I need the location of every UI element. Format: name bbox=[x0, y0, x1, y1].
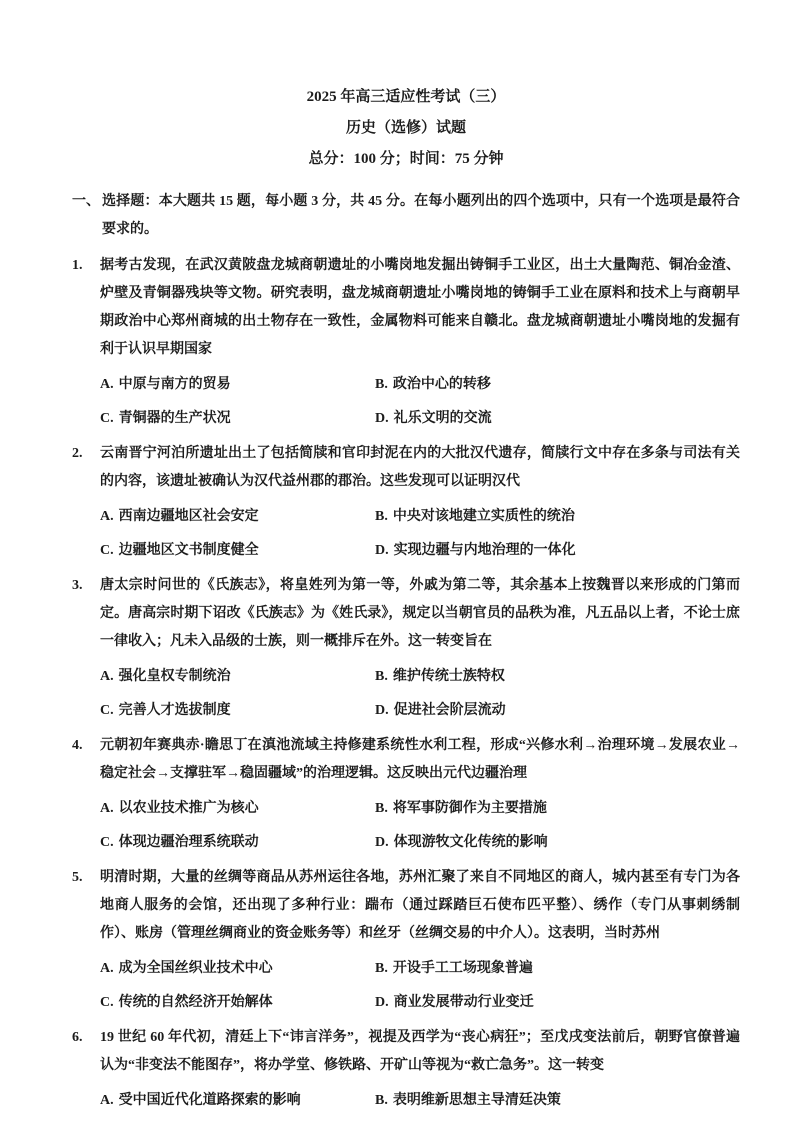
option-label: C. bbox=[100, 411, 114, 426]
question-1-number: 1. bbox=[72, 258, 83, 273]
option-label: B. bbox=[375, 509, 388, 524]
option-label: B. bbox=[375, 961, 388, 976]
question-4-option-a bbox=[100, 798, 375, 820]
option-label: D. bbox=[375, 995, 389, 1010]
option-label: D. bbox=[375, 835, 389, 850]
question-4-option-d bbox=[375, 832, 740, 854]
question-3-options bbox=[100, 666, 740, 722]
question-5-option-c bbox=[100, 992, 375, 1014]
section-intro-text: 选择题：本大题共 15 题，每小题 3 分，共 45 分。在每小题列出的四个选项中，只有一个选项是最符合要求的。 bbox=[102, 194, 740, 237]
option-text: 促进社会阶层流动 bbox=[393, 703, 506, 718]
question-5-option-d bbox=[375, 992, 740, 1014]
option-label: C. bbox=[100, 995, 114, 1010]
option-text: 实现边疆与内地治理的一体化 bbox=[393, 543, 576, 558]
question-4 bbox=[72, 732, 740, 854]
option-text: 青铜器的生产状况 bbox=[118, 411, 231, 426]
option-label: C. bbox=[100, 703, 114, 718]
question-1-option-a bbox=[100, 374, 375, 396]
question-6-stem: 19 世纪 60 年代初，清廷上下“讳言洋务”，视提及西学为“丧心病狂”；至戊戌变法前后，朝野官僚普遍认为“非变法不能图存”，将办学堂、修铁路、开矿山等视为“救亡急务”。这一转变 bbox=[100, 1030, 740, 1073]
question-3-option-d bbox=[375, 700, 740, 722]
question-1-stem: 据考古发现，在武汉黄陂盘龙城商朝遗址的小嘴岗地发掘出铸铜手工业区，出土大量陶范、铜冶金渣、炉壁及青铜器残块等文物。研究表明，盘龙城商朝遗址小嘴岗地的铸铜手工业在原料和技术上与商朝早期政治中心郑州商城的出土物存在一致性，金属物料可能来自赣北。盘龙城商朝遗址小嘴岗地的发掘有利于认识早期国家 bbox=[100, 258, 740, 357]
question-1-option-b bbox=[375, 374, 740, 396]
option-text: 开设手工工场现象普遍 bbox=[392, 961, 533, 976]
option-label: C. bbox=[100, 835, 114, 850]
option-label: A. bbox=[100, 961, 114, 976]
question-4-stem: 元朝初年赛典赤·瞻思丁在滇池流域主持修建系统性水利工程，形成“兴修水利→治理环境→发展农业→稳定社会→支撑驻军→稳固疆域”的治理逻辑。这反映出元代边疆治理 bbox=[100, 738, 740, 781]
section-intro bbox=[72, 188, 740, 244]
option-text: 西南边疆地区社会安定 bbox=[118, 509, 259, 524]
question-6-option-b bbox=[375, 1090, 740, 1112]
option-text: 以农业技术推广为核心 bbox=[118, 801, 259, 816]
question-4-option-b bbox=[375, 798, 740, 820]
option-text: 礼乐文明的交流 bbox=[393, 411, 492, 426]
option-text: 完善人才选拔制度 bbox=[118, 703, 231, 718]
question-2-options bbox=[100, 506, 740, 562]
option-label: B. bbox=[375, 377, 388, 392]
option-text: 体现游牧文化传统的影响 bbox=[393, 835, 548, 850]
question-3 bbox=[72, 572, 740, 722]
option-text: 将军事防御作为主要措施 bbox=[392, 801, 547, 816]
question-4-option-c bbox=[100, 832, 375, 854]
option-text: 受中国近代化道路探索的影响 bbox=[118, 1093, 301, 1108]
option-text: 商业发展带动行业变迁 bbox=[393, 995, 534, 1010]
option-text: 传统的自然经济开始解体 bbox=[118, 995, 273, 1010]
question-5 bbox=[72, 864, 740, 1014]
option-text: 维护传统士族特权 bbox=[392, 669, 505, 684]
exam-subtitle: 历史（选修）试题 bbox=[345, 120, 466, 136]
option-label: A. bbox=[100, 509, 114, 524]
question-2 bbox=[72, 440, 740, 562]
exam-title: 2025 年高三适应性考试（三） bbox=[306, 89, 506, 105]
question-6 bbox=[72, 1024, 740, 1112]
section-label: 一、 bbox=[72, 194, 100, 209]
question-3-number: 3. bbox=[72, 578, 83, 593]
question-2-stem: 云南晋宁河泊所遗址出土了包括简牍和官印封泥在内的大批汉代遗存，简牍行文中存在多条与司法有关的内容，该遗址被确认为汉代益州郡的郡治。这些发现可以证明汉代 bbox=[100, 446, 740, 489]
exam-header bbox=[72, 88, 740, 168]
option-label: D. bbox=[375, 703, 389, 718]
question-6-options bbox=[100, 1090, 740, 1112]
question-3-option-a bbox=[100, 666, 375, 688]
option-label: A. bbox=[100, 1093, 114, 1108]
question-6-option-a bbox=[100, 1090, 375, 1112]
option-label: C. bbox=[100, 543, 114, 558]
question-6-number: 6. bbox=[72, 1030, 83, 1045]
option-label: B. bbox=[375, 669, 388, 684]
option-text: 成为全国丝织业技术中心 bbox=[118, 961, 273, 976]
option-label: B. bbox=[375, 1093, 388, 1108]
option-text: 中原与南方的贸易 bbox=[118, 377, 231, 392]
question-2-option-d bbox=[375, 540, 740, 562]
question-5-options bbox=[100, 958, 740, 1014]
option-text: 政治中心的转移 bbox=[392, 377, 491, 392]
question-5-number: 5. bbox=[72, 870, 83, 885]
question-5-option-a bbox=[100, 958, 375, 980]
option-label: A. bbox=[100, 377, 114, 392]
question-5-option-b bbox=[375, 958, 740, 980]
question-3-option-b bbox=[375, 666, 740, 688]
question-3-option-c bbox=[100, 700, 375, 722]
question-3-stem: 唐太宗时问世的《氏族志》，将皇姓列为第一等，外戚为第二等，其余基本上按魏晋以来形成的门第而定。唐高宗时期下诏改《氏族志》为《姓氏录》，规定以当朝官员的品秩为准，凡五品以上者，不论士庶一律收入；凡未入品级的士族，则一概排斥在外。这一转变旨在 bbox=[100, 578, 740, 649]
option-text: 强化皇权专制统治 bbox=[118, 669, 231, 684]
question-1-option-c bbox=[100, 408, 375, 430]
question-1-options bbox=[100, 374, 740, 430]
question-2-number: 2. bbox=[72, 446, 83, 461]
question-1-option-d bbox=[375, 408, 740, 430]
question-2-option-c bbox=[100, 540, 375, 562]
question-5-stem: 明清时期，大量的丝绸等商品从苏州运往各地，苏州汇聚了来自不同地区的商人，城内甚至有专门为各地商人服务的会馆，还出现了多种行业：踹布（通过踩踏巨石使布匹平整）、绣作（专门从事刺绣制作）、账房（管理丝绸商业的资金账务等）和丝牙（丝绸交易的中介人）。这表明，当时苏州 bbox=[100, 870, 740, 941]
option-label: A. bbox=[100, 669, 114, 684]
question-2-option-a bbox=[100, 506, 375, 528]
option-label: D. bbox=[375, 543, 389, 558]
option-label: D. bbox=[375, 411, 389, 426]
option-text: 边疆地区文书制度健全 bbox=[118, 543, 259, 558]
question-1 bbox=[72, 252, 740, 430]
option-text: 体现边疆治理系统联动 bbox=[118, 835, 259, 850]
option-text: 中央对该地建立实质性的统治 bbox=[392, 509, 575, 524]
question-2-option-b bbox=[375, 506, 740, 528]
question-4-options bbox=[100, 798, 740, 854]
exam-score-time: 总分：100 分；时间：75 分钟 bbox=[308, 151, 504, 167]
option-label: B. bbox=[375, 801, 388, 816]
option-text: 表明维新思想主导清廷决策 bbox=[392, 1093, 561, 1108]
question-4-number: 4. bbox=[72, 738, 83, 753]
option-label: A. bbox=[100, 801, 114, 816]
